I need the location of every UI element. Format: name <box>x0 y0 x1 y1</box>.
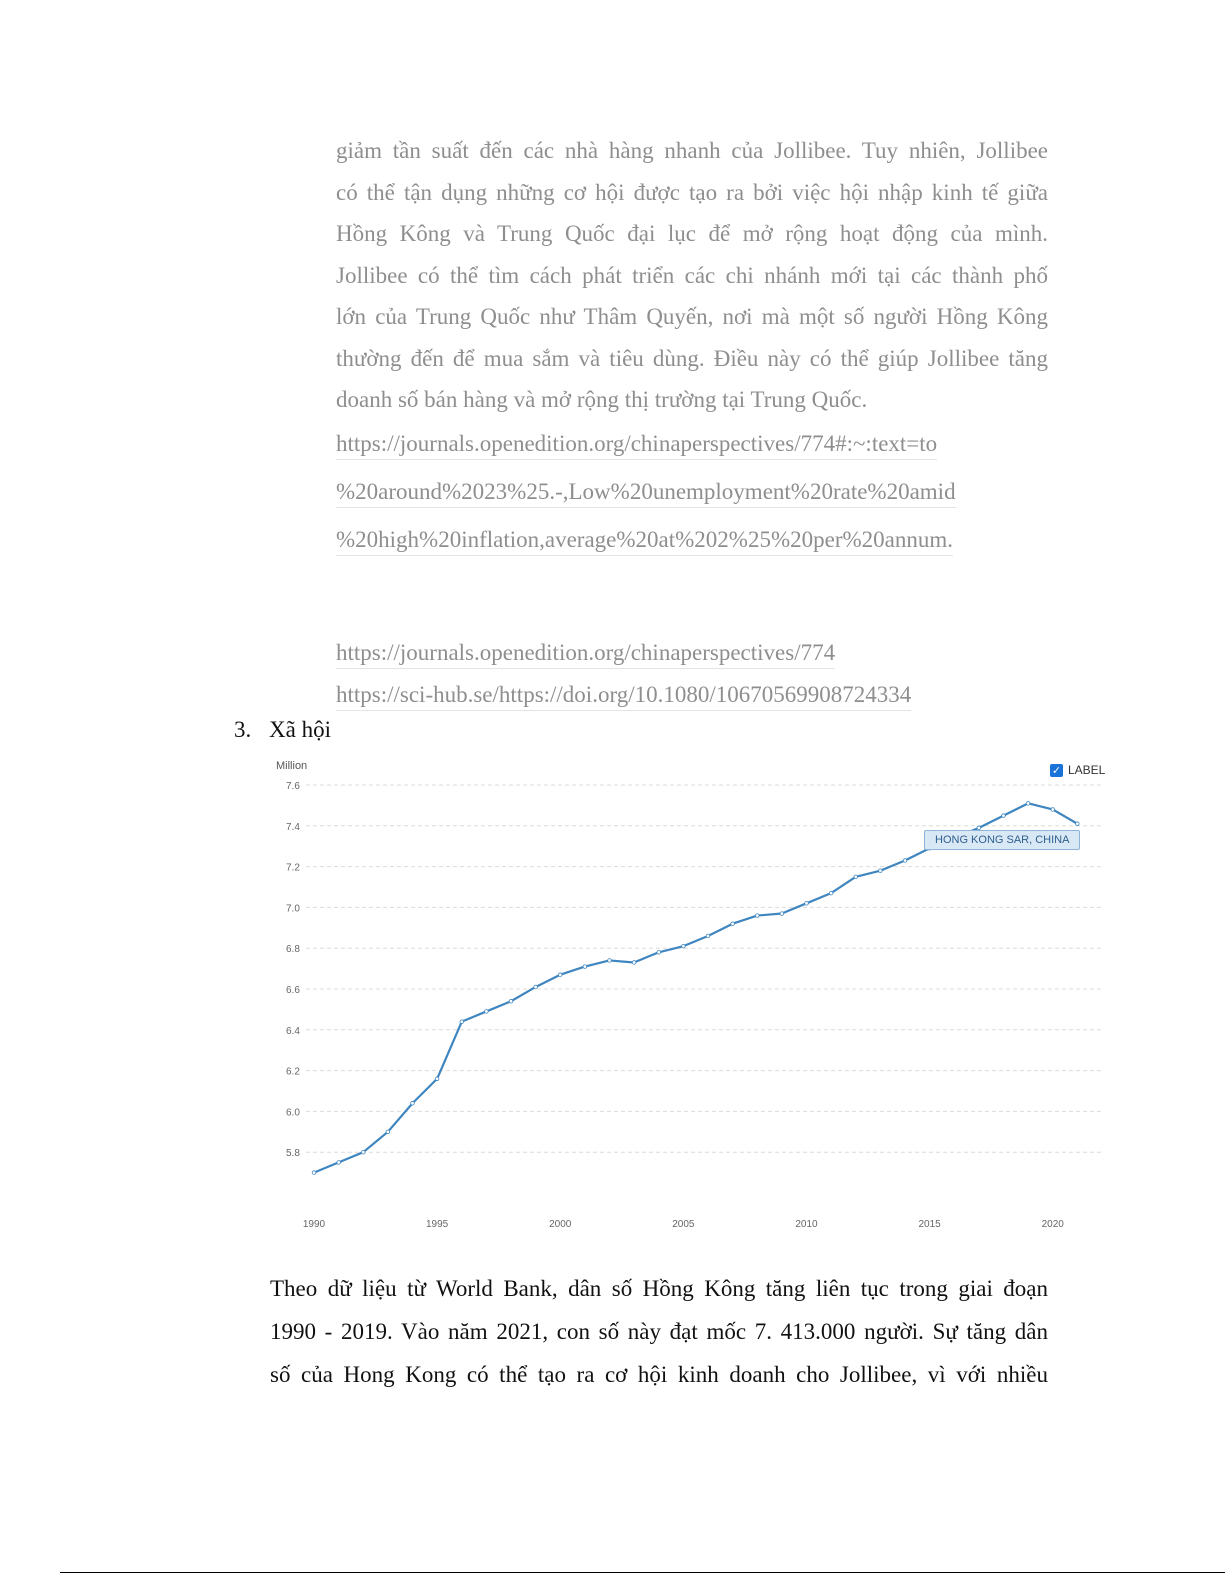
body-paragraph <box>270 1267 1048 1396</box>
x-tick-label: 2010 <box>795 1219 818 1230</box>
y-tick-label: 7.2 <box>286 862 300 874</box>
data-point <box>558 973 562 977</box>
data-point <box>1051 808 1055 812</box>
data-point <box>1076 822 1080 826</box>
x-tick-label: 2005 <box>672 1219 695 1230</box>
source-link-line[interactable]: %20around%2023%25.-,Low%20unemployment%20rate%20amid <box>336 477 956 508</box>
data-point <box>780 912 784 916</box>
data-point <box>706 934 710 938</box>
label-toggle-text: LABEL <box>1068 763 1106 777</box>
x-tick-label: 2015 <box>918 1219 941 1230</box>
grey-line: Jollibee có thể tìm cách phát triển các chi nhánh mới tại các thành phố <box>336 262 1048 288</box>
data-point <box>509 999 513 1003</box>
data-point <box>460 1020 464 1024</box>
x-tick-label: 1995 <box>426 1219 449 1230</box>
data-point <box>312 1171 316 1175</box>
body-line: Theo dữ liệu từ World Bank, dân số Hồng Kông tăng liên tục trong giai đoạn <box>270 1276 1048 1301</box>
grey-line: thường đến để mua sắm và tiêu dùng. Điều này có thể giúp Jollibee tăng <box>336 345 1048 371</box>
reference-link[interactable]: https://journals.openedition.org/chinaperspectives/774 <box>336 638 835 669</box>
page-bottom-rule <box>60 1572 1225 1573</box>
y-tick-label: 7.4 <box>286 821 300 833</box>
data-point <box>854 875 858 879</box>
data-point <box>731 922 735 926</box>
reference-link[interactable]: https://sci-hub.se/https://doi.org/10.1080/10670569908724334 <box>336 680 911 711</box>
series-line <box>314 803 1077 1172</box>
body-line: số của Hong Kong có thể tạo ra cơ hội kinh doanh cho Jollibee, vì với nhiều <box>270 1362 1048 1387</box>
data-point <box>805 902 809 906</box>
data-point <box>583 965 587 969</box>
data-point <box>903 859 907 863</box>
source-link[interactable] <box>336 423 1048 567</box>
y-tick-label: 6.6 <box>286 985 300 996</box>
data-point <box>435 1077 439 1081</box>
y-tick-label: 6.8 <box>286 944 300 956</box>
x-tick-label: 2020 <box>1041 1219 1064 1230</box>
data-point <box>485 1010 489 1014</box>
chart-canvas <box>270 755 1120 1245</box>
body-line: 1990 - 2019. Vào năm 2021, con số này đạt mốc 7. 413.000 người. Sự tăng dân <box>270 1319 1048 1344</box>
data-point <box>657 950 661 954</box>
series-label-tag: HONG KONG SAR, CHINA <box>924 830 1080 850</box>
y-tick-label: 6.0 <box>286 1107 300 1119</box>
data-point <box>632 961 636 965</box>
source-link-line[interactable]: https://journals.openedition.org/chinaperspectives/774#:~:text=to <box>336 429 937 460</box>
grey-line: có thể tận dụng những cơ hội được tạo ra bởi việc hội nhập kinh tế giữa <box>336 179 1048 205</box>
source-link-line[interactable]: %20high%20inflation,average%20at%202%25%20per%20annum. <box>336 525 953 556</box>
data-point <box>361 1150 365 1154</box>
data-point <box>682 944 686 948</box>
grey-line: giảm tần suất đến các nhà hàng nhanh của Jollibee. Tuy nhiên, Jollibee <box>336 138 1048 163</box>
checkbox-checked-icon[interactable]: ✓ <box>1051 763 1062 777</box>
data-point <box>534 985 538 989</box>
section-heading <box>234 717 331 743</box>
grey-paragraph <box>336 130 1048 567</box>
x-tick-label: 1990 <box>302 1219 326 1230</box>
label-toggle[interactable] <box>1050 763 1105 777</box>
data-point <box>386 1130 390 1134</box>
y-tick-label: 7.0 <box>286 903 300 915</box>
grey-line: lớn của Trung Quốc như Thâm Quyến, nơi mà một số người Hồng Kông <box>336 304 1048 329</box>
data-point <box>829 891 833 895</box>
y-tick-label: 6.4 <box>286 1025 300 1037</box>
section-title: Xã hội <box>269 717 331 742</box>
data-point <box>337 1161 341 1165</box>
y-tick-label: 6.2 <box>286 1066 300 1078</box>
data-point <box>411 1101 415 1105</box>
data-point <box>1002 814 1006 818</box>
data-point <box>755 914 759 918</box>
data-point <box>879 869 883 873</box>
grey-line: Hồng Kông và Trung Quốc đại lục để mở rộng hoạt động của mình. <box>336 221 1048 246</box>
section-number: 3. <box>234 717 252 742</box>
y-tick-label: 5.8 <box>286 1148 300 1160</box>
reference-links <box>336 638 911 722</box>
grey-line: doanh số bán hàng và mở rộng thị trường tại Trung Quốc. <box>336 387 868 412</box>
data-point <box>608 959 612 963</box>
x-tick-label: 2000 <box>549 1219 572 1230</box>
data-point <box>1026 802 1030 806</box>
y-tick-label: 7.6 <box>286 781 300 792</box>
y-axis-unit-label: Million <box>276 760 308 772</box>
population-chart <box>270 755 1120 1245</box>
